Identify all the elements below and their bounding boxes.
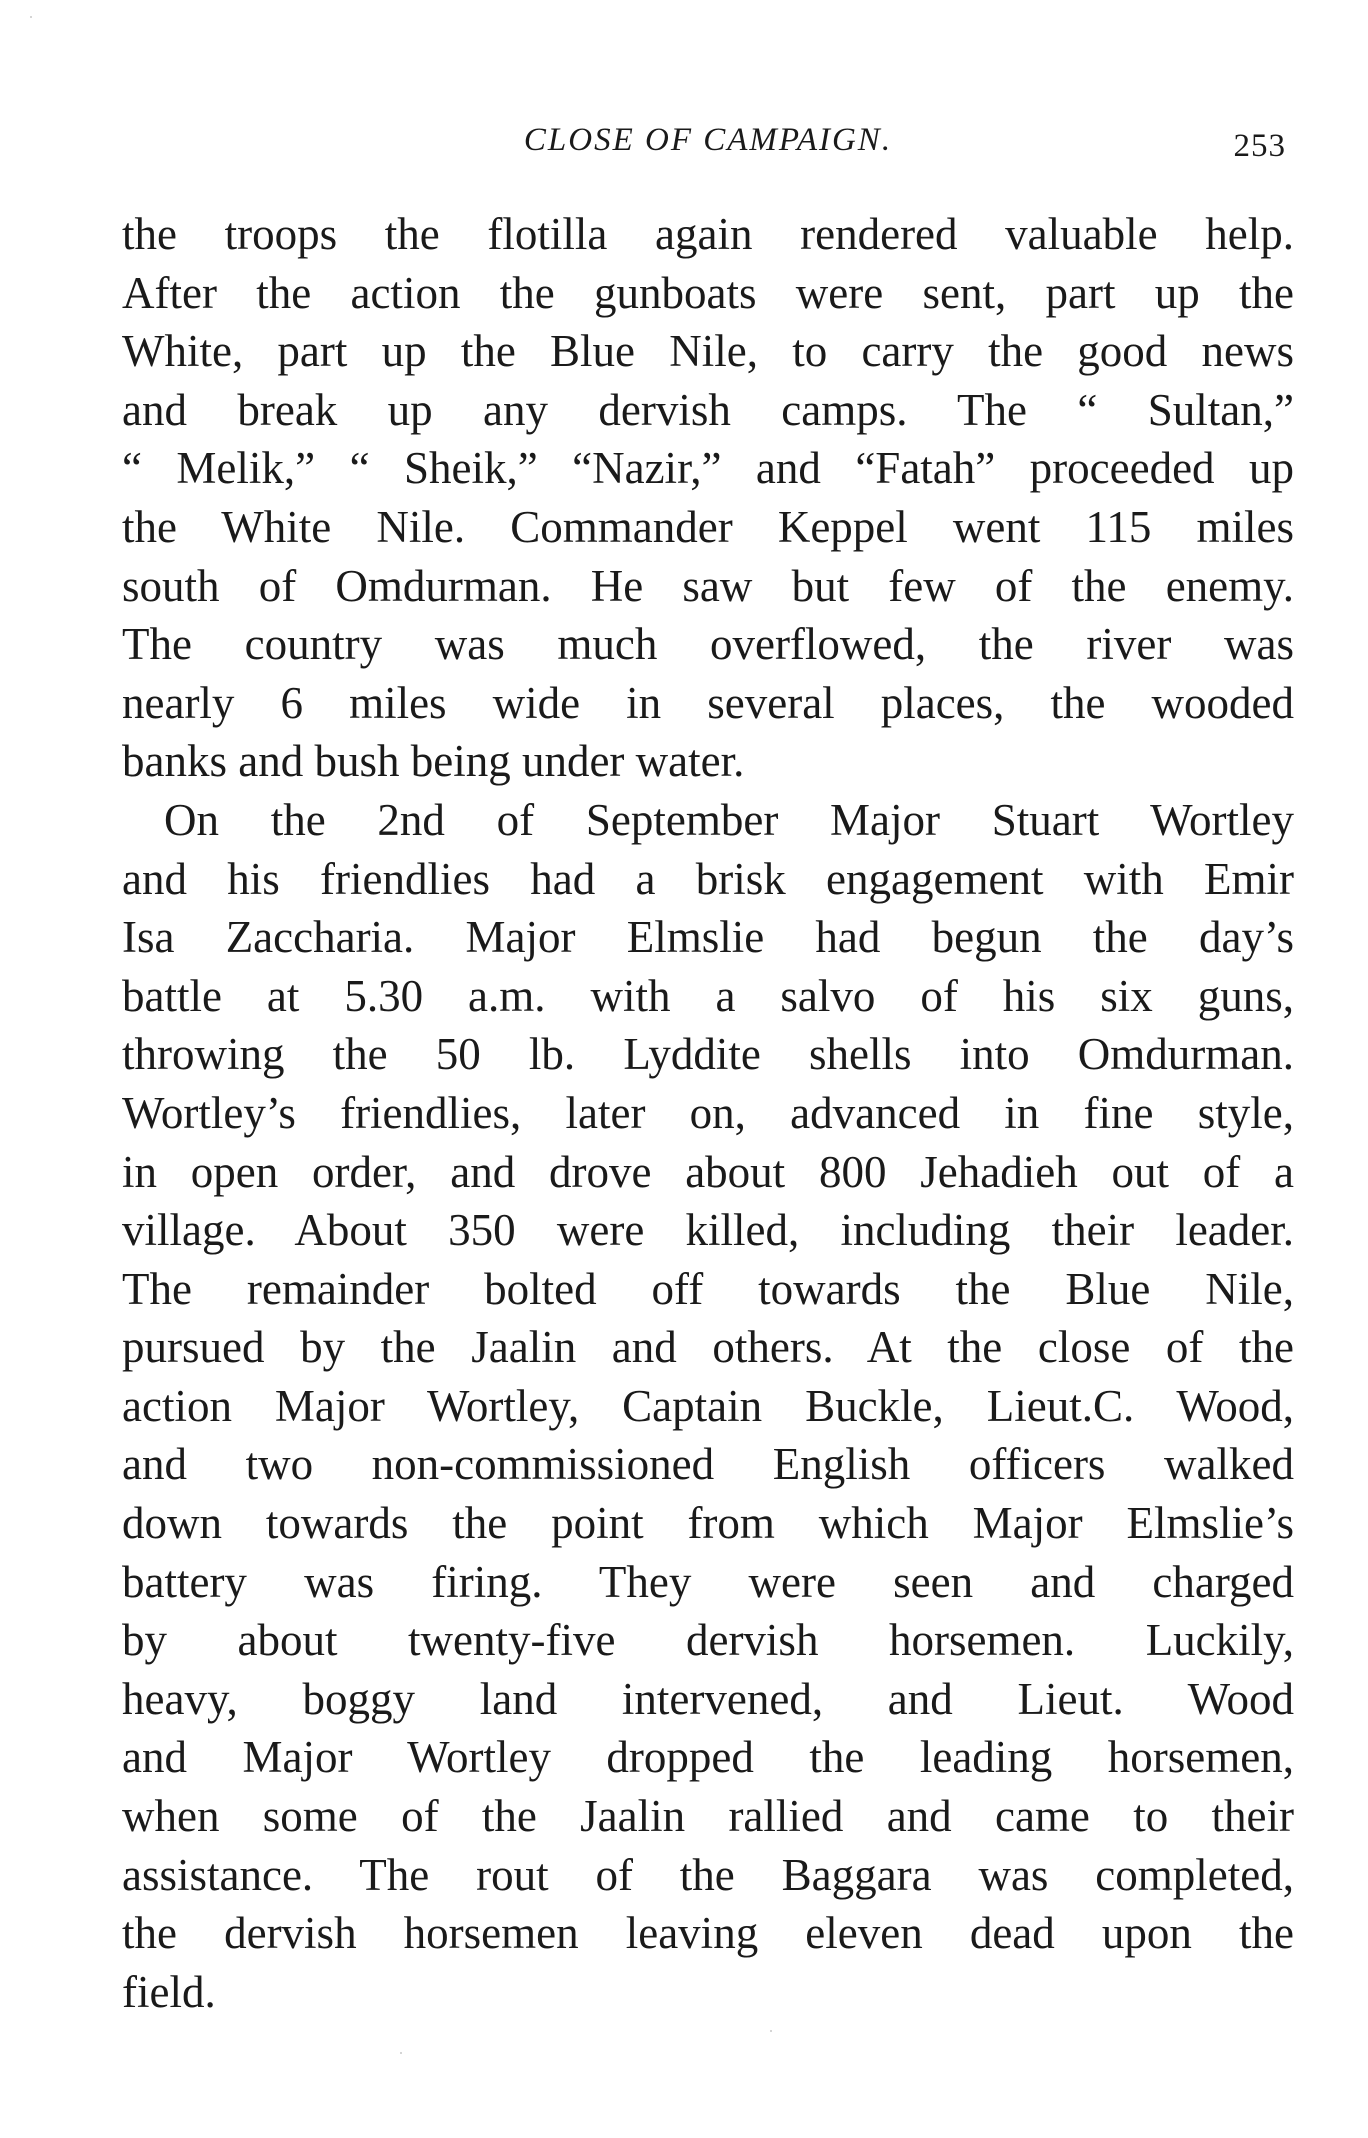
text-line: village. About 350 were killed, including their leader.: [122, 1205, 1294, 1256]
text-line: heavy, boggy land intervened, and Lieut. Wood: [122, 1673, 1294, 1724]
text-line: the troops the flotilla again rendered valuable help.: [122, 209, 1294, 259]
text-line: south of Omdurman. He saw but few of the enemy.: [122, 560, 1294, 611]
text-line: Isa Zaccharia. Major Elmslie had begun the day’s: [122, 912, 1294, 963]
page-number: 253: [1233, 128, 1286, 164]
paragraph: [122, 205, 1294, 791]
text-line: when some of the Jaalin rallied and came to their: [122, 1791, 1294, 1842]
paper-speck: [30, 16, 32, 18]
text-line: and his friendlies had a brisk engagement with Emir: [122, 853, 1294, 904]
text-line: action Major Wortley, Captain Buckle, Lieut.C. Wood,: [122, 1380, 1294, 1431]
text-line: throwing the 50 lb. Lyddite shells into Omdurman.: [122, 1029, 1294, 1080]
text-line: the dervish horsemen leaving eleven dead upon the: [122, 1908, 1294, 1959]
text-line: Wortley’s friendlies, later on, advanced in fine style,: [122, 1087, 1294, 1138]
text-line: After the action the gunboats were sent, part up the: [122, 267, 1294, 318]
text-line: “ Melik,” “ Sheik,” “Nazir,” and “Fatah” proceeded up: [122, 443, 1294, 494]
running-title: CLOSE OF CAMPAIGN.: [523, 122, 893, 158]
paper-speck: [400, 2052, 402, 2054]
text-line: by about twenty-five dervish horsemen. Luckily,: [122, 1615, 1294, 1666]
text-line: pursued by the Jaalin and others. At the close of the: [122, 1322, 1294, 1373]
running-head: [122, 118, 1294, 168]
text-line: down towards the point from which Major Elmslie’s: [122, 1498, 1294, 1549]
text-line: nearly 6 miles wide in several places, the wooded: [122, 677, 1294, 728]
text-line: The country was much overflowed, the river was: [122, 619, 1294, 670]
paragraph: [122, 791, 1294, 2021]
text-line: banks and bush being under water.: [122, 736, 745, 787]
text-line: in open order, and drove about 800 Jehadieh out of a: [122, 1146, 1294, 1197]
text-line: On the 2nd of September Major Stuart Wortley: [164, 794, 1294, 845]
text-line: and break up any dervish camps. The “ Sultan,”: [122, 384, 1294, 435]
text-line: assistance. The rout of the Baggara was completed,: [122, 1849, 1294, 1900]
text-line: The remainder bolted off towards the Blue Nile,: [122, 1263, 1294, 1314]
body-text: [122, 205, 1294, 2021]
text-line: battle at 5.30 a.m. with a salvo of his six guns,: [122, 970, 1294, 1021]
text-line: battery was firing. They were seen and charged: [122, 1556, 1294, 1607]
text-line: the White Nile. Commander Keppel went 115 miles: [122, 501, 1294, 552]
text-line: field.: [122, 1966, 216, 2017]
paper-speck: [770, 2030, 772, 2032]
text-line: White, part up the Blue Nile, to carry the good news: [122, 326, 1294, 377]
text-line: and two non-commissioned English officers walked: [122, 1439, 1294, 1490]
text-line: and Major Wortley dropped the leading horsemen,: [122, 1732, 1294, 1783]
